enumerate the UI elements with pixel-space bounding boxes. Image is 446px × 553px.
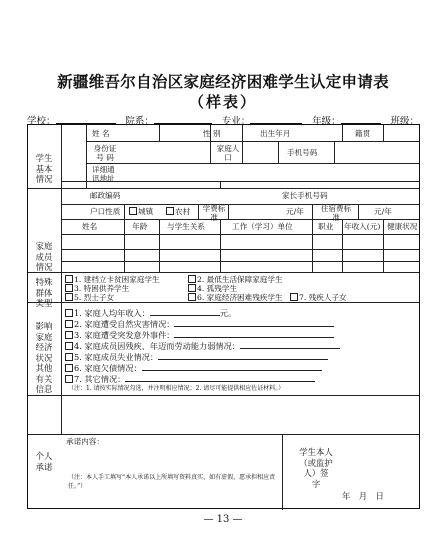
factor-2[interactable]: 2. 家庭遭受自然灾害情况： xyxy=(65,318,334,329)
form-title: 新疆维吾尔自治区家庭经济困难学生认定申请表 xyxy=(57,72,389,91)
factor-7[interactable]: 7. 其它情况： xyxy=(65,373,315,384)
page-number: — 13 — xyxy=(203,514,243,525)
family-col-health: 健康状况 xyxy=(387,222,418,231)
checkbox-icon xyxy=(65,284,73,292)
checkbox-icon xyxy=(65,275,73,283)
checkbox-icon xyxy=(65,342,73,350)
checkbox-icon xyxy=(65,375,73,383)
department-field[interactable]: 院系： xyxy=(125,113,212,127)
rural-checkbox[interactable]: 农村 xyxy=(166,207,190,216)
gender-label: 性 别 xyxy=(203,129,221,138)
checkbox-icon xyxy=(65,293,73,301)
special-option-3[interactable]: 3. 特困供养学生 xyxy=(65,284,129,293)
special-option-2[interactable]: 2. 最低生活保障家庭学生 xyxy=(188,275,283,284)
grade-field[interactable]: 年级： xyxy=(312,113,381,127)
application-form-table xyxy=(27,124,420,509)
checkbox-icon xyxy=(65,320,73,328)
signature-label: 学生本人（或监护人）签 字 xyxy=(299,447,337,489)
family-col-employer: 工作（学习）单位 xyxy=(232,222,293,231)
dorm-label: 住宿费标准 xyxy=(320,204,352,222)
promise-note: （注：本人手工填写“本人承诺以上所填写资料真实，如有虚假，愿承担相应责任。”） xyxy=(68,474,276,490)
factor-1[interactable]: 1. 家庭人均年收入： 元。 xyxy=(65,307,236,318)
special-option-5[interactable]: 5. 烈士子女 xyxy=(65,293,114,302)
tuition-unit: 元/年 xyxy=(286,207,304,216)
parent-phone-label: 家长手机号码 xyxy=(282,191,328,200)
special-option-6[interactable]: 6. 家庭经济困难残疾学生 xyxy=(188,293,283,302)
phone-label: 手机号码 xyxy=(287,148,318,157)
checkbox-icon xyxy=(65,331,73,339)
family-col-name: 姓名 xyxy=(82,222,98,231)
urban-checkbox[interactable]: 城镇 xyxy=(129,207,153,216)
hukou-label: 户口性质 xyxy=(90,207,121,216)
checkbox-icon xyxy=(65,364,73,372)
id-label: 身份证号 码 xyxy=(93,144,117,162)
factor-6[interactable]: 6. 家庭欠债情况： xyxy=(65,362,322,373)
postcode-label: 邮政编码 xyxy=(90,191,121,200)
special-option-4[interactable]: 4. 孤残学生 xyxy=(188,284,237,293)
family-section-label: 家庭成员情况 xyxy=(35,241,53,272)
checkbox-icon xyxy=(129,207,137,215)
school-field[interactable]: 学校： xyxy=(27,113,116,127)
class-field[interactable]: 班级： xyxy=(390,116,419,127)
other-info-label: 影响家庭经济状况其他有关信息 xyxy=(35,321,53,394)
checkbox-icon xyxy=(65,353,73,361)
factors-note: （注：1. 请按实际情况勾选，并注明相应情况；2. 请尽可能提供相应佐证材料。） xyxy=(68,385,285,392)
special-option-7[interactable]: 7. 残疾人子女 xyxy=(290,293,347,302)
checkbox-icon xyxy=(166,207,174,215)
birth-label: 出生年月 xyxy=(260,129,291,138)
checkbox-icon xyxy=(188,284,196,292)
checkbox-icon xyxy=(188,275,196,283)
promise-label: 个人承诺 xyxy=(35,451,53,472)
address-label: 详细通讯地址 xyxy=(92,165,115,183)
family-col-occupation: 职业 xyxy=(318,222,334,231)
checkbox-icon xyxy=(290,293,298,301)
special-option-1[interactable]: 1. 建档立卡贫困家庭学生 xyxy=(65,275,160,284)
checkbox-icon xyxy=(65,309,73,317)
form-subtitle: （样表） xyxy=(188,93,257,111)
family-col-age: 年龄 xyxy=(132,222,148,231)
origin-label: 籍贯 xyxy=(355,129,371,138)
family-col-income: 年收入(元) xyxy=(344,222,381,231)
sign-date: 年 月 日 xyxy=(342,491,384,501)
factor-4[interactable]: 4. 家庭成员因残疾、年迈而劳动能力弱情况： xyxy=(65,340,340,351)
special-group-label: 特殊群体类型 xyxy=(35,277,53,308)
factor-5[interactable]: 5. 家庭成员失业情况： xyxy=(65,351,328,362)
promise-content-label: 承诺内容： xyxy=(66,437,104,446)
major-field[interactable]: 专业： xyxy=(222,113,303,127)
household-label: 家庭人口 xyxy=(216,144,240,162)
checkbox-icon xyxy=(188,293,196,301)
family-col-relation: 与学生关系 xyxy=(167,222,205,231)
name-label: 姓 名 xyxy=(92,129,110,138)
dorm-unit: 元/年 xyxy=(374,207,392,216)
tuition-label: 学费标准 xyxy=(202,204,226,222)
factor-3[interactable]: 3. 家庭遭受突发意外事件： xyxy=(65,329,334,340)
student-section-label: 学生基本情况 xyxy=(35,153,53,184)
